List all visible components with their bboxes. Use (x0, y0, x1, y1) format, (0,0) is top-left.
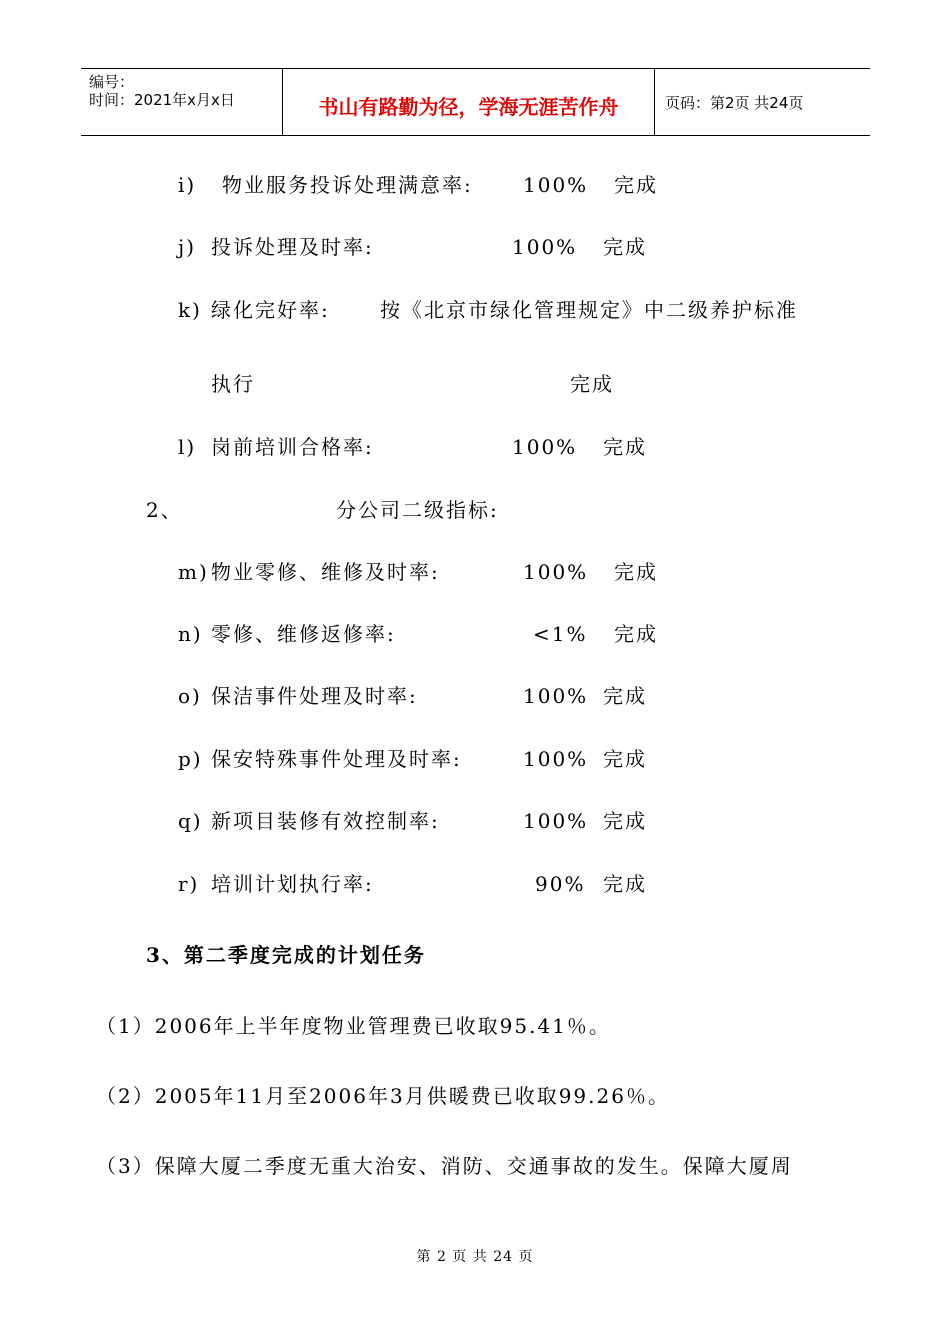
section-3-title: 3、第二季度完成的计划任务 (146, 943, 426, 967)
item-o-text: 保洁事件处理及时率: (211, 684, 418, 708)
item-q-label: q) (178, 809, 203, 833)
item-m-status: 完成 (614, 560, 658, 584)
header-left-cell (81, 69, 282, 135)
item-m-label: m) (178, 560, 209, 584)
item-n-text: 零修、维修返修率: (211, 622, 396, 646)
item-r-text: 培训计划执行率: (211, 872, 374, 896)
header-motto: 书山有路勤为径，学海无涯苦作舟 (318, 95, 619, 119)
item-q-value: 100% (523, 809, 589, 833)
item-k-continuation: 执行 (211, 372, 255, 396)
header-page-cell (655, 69, 870, 135)
item-m-value: 100% (523, 560, 589, 584)
item-o-value: 100% (523, 684, 589, 708)
item-n-label: n) (178, 622, 203, 646)
item-l-text: 岗前培训合格率: (211, 435, 374, 459)
item-i-label: i) (178, 173, 197, 197)
item-j-label: j) (178, 235, 197, 259)
paragraph-1: （1）2006年上半年度物业管理费已收取95.41％。 (96, 1014, 611, 1038)
section-2-number: 2、 (146, 498, 183, 522)
header-page-info: 页码：第2页 共24页 (665, 94, 804, 112)
item-o-label: o) (178, 684, 202, 708)
item-j-value: 100% (512, 235, 578, 259)
item-l-status: 完成 (603, 435, 647, 459)
item-r-value: 90% (535, 872, 586, 896)
item-q-status: 完成 (603, 809, 647, 833)
item-r-label: r) (178, 872, 200, 896)
item-k-label: k) (178, 298, 202, 322)
header-motto-cell (282, 69, 655, 135)
item-i-status: 完成 (614, 173, 658, 197)
item-r-status: 完成 (603, 872, 647, 896)
item-i-value: 100% (523, 173, 589, 197)
item-n-value: <1% (533, 622, 588, 646)
item-m-text: 物业零修、维修及时率: (211, 560, 440, 584)
section-2-title: 分公司二级指标: (336, 498, 499, 522)
page-header (81, 68, 870, 136)
item-p-label: p) (178, 747, 203, 771)
item-l-value: 100% (512, 435, 578, 459)
page-footer: 第 2 页 共 24 页 (416, 1249, 534, 1265)
doc-date-label: 时间：2021年x月x日 (89, 91, 235, 109)
item-k-text: 绿化完好率: (211, 298, 330, 322)
item-n-status: 完成 (614, 622, 658, 646)
doc-number-label: 编号： (89, 73, 135, 91)
paragraph-3: （3）保障大厦二季度无重大治安、消防、交通事故的发生。保障大厦周 (96, 1154, 793, 1178)
item-p-value: 100% (523, 747, 589, 771)
item-k-description: 按《北京市绿化管理规定》中二级养护标准 (380, 298, 798, 322)
item-p-status: 完成 (603, 747, 647, 771)
paragraph-2: （2）2005年11月至2006年3月供暖费已收取99.26％。 (96, 1084, 670, 1108)
item-j-status: 完成 (603, 235, 647, 259)
item-j-text: 投诉处理及时率: (211, 235, 374, 259)
item-o-status: 完成 (603, 684, 647, 708)
item-i-text: 物业服务投诉处理满意率: (222, 173, 473, 197)
item-k-status: 完成 (570, 372, 614, 396)
item-l-label: l) (178, 435, 197, 459)
item-q-text: 新项目装修有效控制率: (211, 809, 440, 833)
item-p-text: 保安特殊事件处理及时率: (211, 747, 462, 771)
